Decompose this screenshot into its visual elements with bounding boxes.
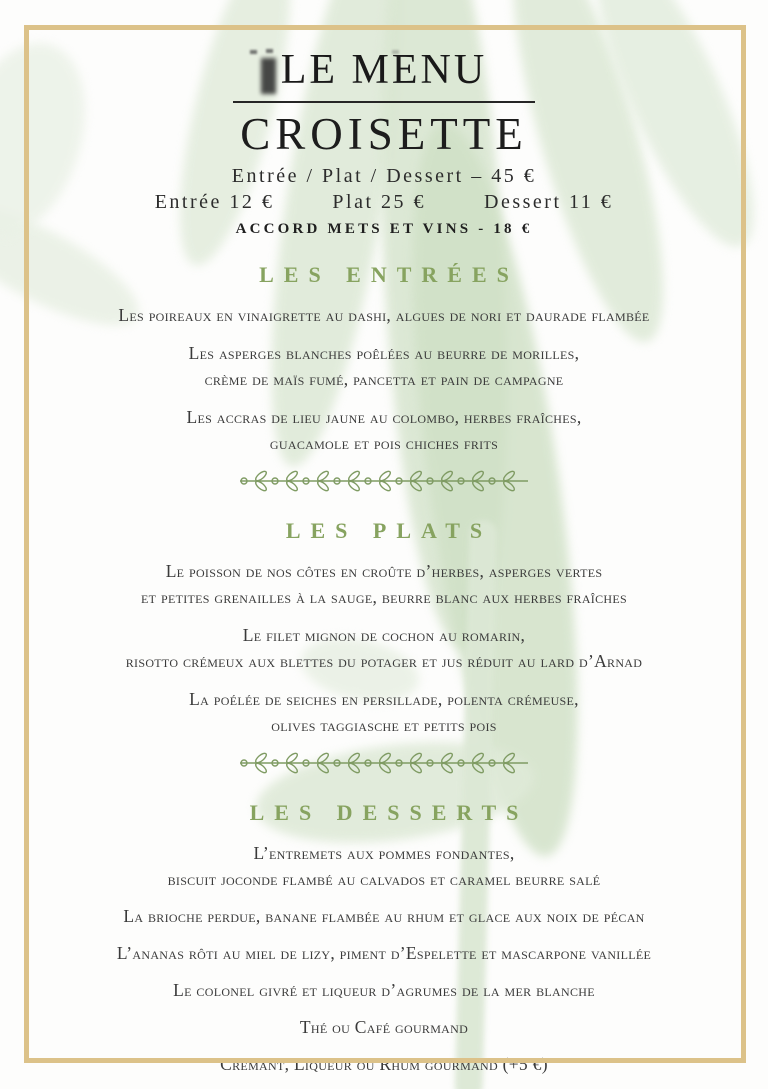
menu-subtitle: CROISETTE — [240, 109, 528, 159]
dish-line: Le poisson de nos côtes en croûte d’herbes, asperges vertes — [165, 561, 603, 581]
dish — [44, 1051, 724, 1077]
dish-line: Thé ou Café gourmand — [299, 1017, 469, 1037]
wine-pairing-offer: ACCORD METS ET VINS - 18 € — [235, 221, 533, 237]
dish — [44, 903, 724, 929]
dish-line: L’entremets aux pommes fondantes, — [253, 843, 515, 863]
menu-title: LE MENU — [280, 47, 488, 93]
dish — [44, 686, 724, 738]
section-title-entrees: LES ENTRÉES — [259, 262, 519, 287]
dish-line: Les poireaux en vinaigrette au dashi, algues de nori et daurade flambée — [118, 305, 650, 325]
dish-line: Les asperges blanches poêlées au beurre de morilles, — [188, 343, 580, 363]
vine-divider-icon — [0, 468, 768, 494]
dish — [44, 840, 724, 892]
dish-line: guacamole et pois chiches frits — [269, 433, 499, 453]
dish — [44, 940, 724, 966]
section-title-plats: LES PLATS — [285, 518, 493, 543]
dish-line: Les accras de lieu jaune au colombo, herbes fraîches, — [186, 407, 582, 427]
menu-header — [0, 47, 768, 238]
dish — [44, 977, 724, 1003]
dish-line: crème de maïs fumé, pancetta et pain de campagne — [204, 369, 564, 389]
section-desserts — [0, 800, 768, 1077]
dish — [44, 340, 724, 392]
section-plats — [0, 518, 768, 738]
section-title-desserts: LES DESSERTS — [249, 800, 529, 825]
price-dessert: Dessert 11 € — [484, 191, 614, 213]
dish-line: Le filet mignon de cochon au romarin, — [242, 625, 526, 645]
title-divider-line — [233, 101, 535, 103]
dish-line: risotto crémeux aux blettes du potager et jus réduit au lard d’Arnad — [125, 651, 643, 671]
price-entree: Entrée 12 € — [154, 191, 275, 213]
dish — [44, 1014, 724, 1040]
dish — [44, 558, 724, 610]
dish-line: olives taggiasche et petits pois — [271, 715, 497, 735]
dish — [44, 622, 724, 674]
menu-formula: Entrée / Plat / Dessert – 45 € — [231, 165, 537, 187]
dish-line: biscuit joconde flambé au calvados et caramel beurre salé — [167, 869, 601, 889]
price-plat: Plat 25 € — [332, 191, 427, 213]
dish-line: Le colonel givré et liqueur d’agrumes de la mer blanche — [173, 980, 595, 1000]
section-entrees — [0, 262, 768, 456]
course-prices — [0, 190, 768, 214]
dish-line: La poélée de seiches en persillade, polenta crémeuse, — [189, 689, 579, 709]
dish-line: Crémant, Liqueur ou Rhum gourmand (+5 €) — [220, 1054, 548, 1074]
dish-line: La brioche perdue, banane flambée au rhum et glace aux noix de pécan — [123, 906, 645, 926]
dish-line: L’ananas rôti au miel de lizy, piment d’Espelette et mascarpone vanillée — [116, 943, 652, 963]
dish — [44, 302, 724, 328]
dish — [44, 404, 724, 456]
vine-divider-icon — [0, 750, 768, 776]
dish-line: et petites grenailles à la sauge, beurre blanc aux herbes fraîches — [141, 587, 627, 607]
